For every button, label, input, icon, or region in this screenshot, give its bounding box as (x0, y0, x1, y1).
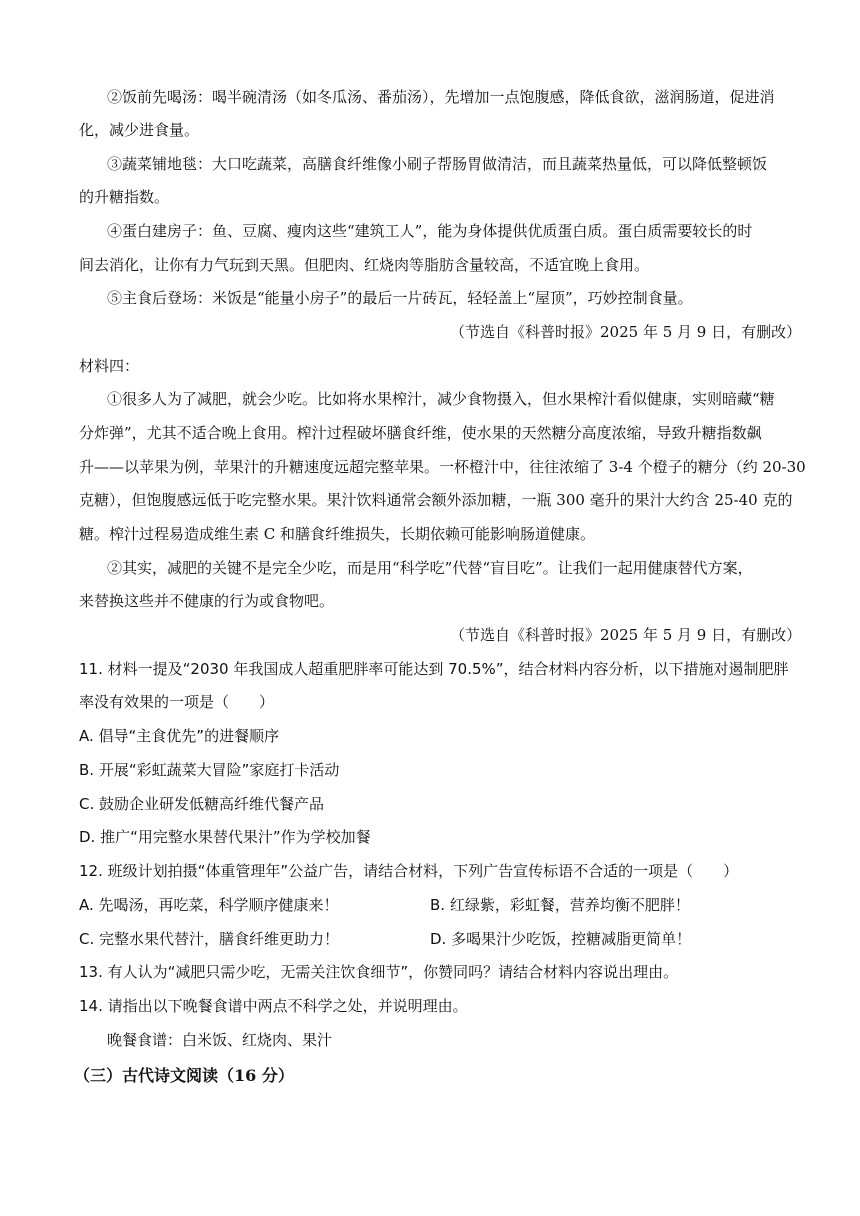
material-heading: 材料四： (79, 357, 140, 375)
option-a: A. 倡导“主食优先”的进餐顺序 (79, 727, 280, 745)
source-citation: （节选自《科普时报》2025 年 5 月 9 日，有删改） (450, 323, 802, 341)
paragraph-line: ⑤主食后登场：米饭是“能量小房子”的最后一片砖瓦，轻轻盖上“屋顶”，巧妙控制食量。 (107, 289, 693, 307)
option-b: B. 开展“彩虹蔬菜大冒险”家庭打卡活动 (79, 761, 340, 779)
paragraph-line: ①很多人为了减肥，就会少吃。比如将水果榨汁，减少食物摄入，但水果榨汁看似健康，实则暗藏“糖 (107, 390, 775, 408)
paragraph-line: ②饭前先喝汤：喝半碗清汤（如冬瓜汤、番茄汤），先增加一点饱腹感，降低食欲，滋润肠道，促进消 (107, 88, 775, 106)
paragraph-line: ③蔬菜铺地毯：大口吃蔬菜，高膳食纤维像小刷子帮肠胃做清洁，而且蔬菜热量低，可以降低整顿饭 (107, 155, 768, 173)
paragraph-line: 化，减少进食量。 (79, 121, 200, 139)
paragraph-line: 糖。榨汁过程易造成维生素 C 和膳食纤维损失，长期依赖可能影响肠道健康。 (79, 525, 596, 543)
option-d: D. 多喝果汁少吃饭，控糖减脂更简单！ (430, 930, 692, 948)
paragraph-line: 克糖），但饱腹感远低于吃完整水果。果汁饮料通常会额外添加糖，一瓶 300 毫升的果汁大约含 25-40 克的 (79, 491, 793, 509)
question-14: 14. 请指出以下晚餐食谱中两点不科学之处，并说明理由。 (79, 997, 468, 1015)
paragraph-line: 分炸弹”，尤其不适合晚上食用。榨汁过程破坏膳食纤维，使水果的天然糖分高度浓缩，导致升糖指数飙 (79, 424, 762, 442)
option-c: C. 鼓励企业研发低糖高纤维代餐产品 (79, 795, 325, 813)
dinner-menu: 晚餐食谱：白米饭、红烧肉、果汁 (107, 1031, 333, 1049)
question-stem: 率没有效果的一项是（ ） (79, 693, 275, 711)
question-13: 13. 有人认为“减肥只需少吃，无需关注饮食细节”，你赞同吗？请结合材料内容说出理由。 (79, 963, 679, 981)
source-citation: （节选自《科普时报》2025 年 5 月 9 日，有删改） (450, 626, 802, 644)
paragraph-line: 升——以苹果为例，苹果汁的升糖速度远超完整苹果。一杯橙汁中，往往浓缩了 3-4 个橙子的糖分（约 20-30 (79, 458, 806, 476)
paragraph-line: 间去消化，让你有力气玩到天黑。但肥肉、红烧肉等脂肪含量较高，不适宜晚上食用。 (79, 256, 650, 274)
option-a: A. 先喝汤，再吃菜，科学顺序健康来！ (79, 896, 339, 914)
question-stem: 12. 班级计划拍摄“体重管理年”公益广告，请结合材料，下列广告宣传标语不合适的一项是（ ） (79, 862, 739, 880)
option-c: C. 完整水果代替汁，膳食纤维更助力！ (79, 930, 340, 948)
section-heading: （三）古代诗文阅读（16 分） (74, 1066, 294, 1085)
paragraph-line: ④蛋白建房子：鱼、豆腐、瘦肉这些“建筑工人”，能为身体提供优质蛋白质。蛋白质需要较长的时 (107, 222, 753, 240)
paragraph-line: 来替换这些并不健康的行为或食物吧。 (79, 592, 335, 610)
option-b: B. 红绿紫，彩虹餐，营养均衡不肥胖！ (430, 896, 690, 914)
option-d: D. 推广“用完整水果替代果汁”作为学校加餐 (79, 828, 371, 846)
paragraph-line: 的升糖指数。 (79, 188, 170, 206)
question-stem: 11. 材料一提及“2030 年我国成人超重肥胖率可能达到 70.5%”，结合材料内容分析，以下措施对遏制肥胖 (79, 660, 789, 678)
paragraph-line: ②其实，减肥的关键不是完全少吃，而是用“科学吃”代替“盲目吃”。让我们一起用健康替代方案， (107, 559, 753, 577)
